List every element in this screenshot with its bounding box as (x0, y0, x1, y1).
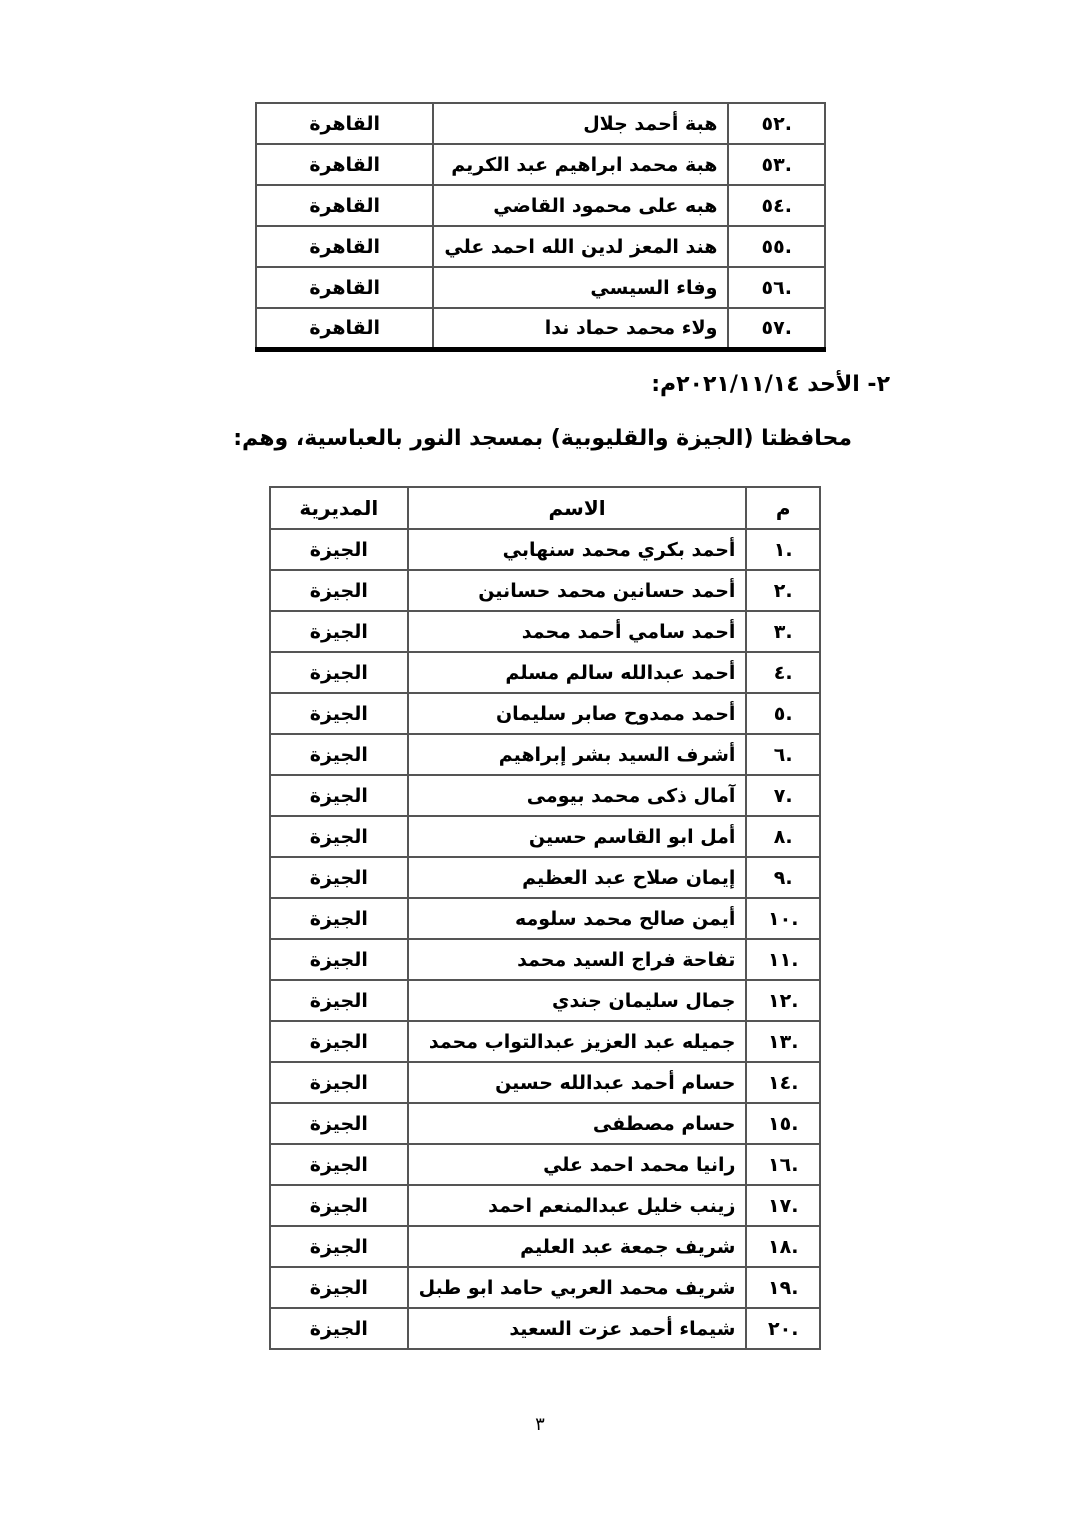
row-number: .٥٢ (728, 103, 825, 144)
table-row (270, 1308, 820, 1349)
table-row (270, 1062, 820, 1103)
table-row (256, 308, 825, 349)
table-row (270, 1144, 820, 1185)
row-directorate: الجيزة (270, 1185, 408, 1226)
row-name: هبة أحمد جلال (433, 103, 728, 144)
row-directorate: القاهرة (256, 226, 433, 267)
row-directorate: الجيزة (270, 1021, 408, 1062)
row-directorate: الجيزة (270, 980, 408, 1021)
row-number: .٥٦ (728, 267, 825, 308)
header-name: الاسم (408, 487, 747, 529)
row-directorate: الجيزة (270, 570, 408, 611)
row-name: رانيا محمد احمد علي (408, 1144, 747, 1185)
row-directorate: الجيزة (270, 1267, 408, 1308)
table-header-row (270, 487, 820, 529)
row-name: جمال سليمان جندي (408, 980, 747, 1021)
table-row (270, 816, 820, 857)
row-number: .٢٠ (746, 1308, 820, 1349)
row-number: .٨ (746, 816, 820, 857)
section-subheading: محافظتا (الجيزة والقليوبية) بمسجد النور بالعباسية، وهم: (233, 426, 852, 451)
table-row (270, 1021, 820, 1062)
table-row (270, 1185, 820, 1226)
row-directorate: الجيزة (270, 652, 408, 693)
table-row (270, 857, 820, 898)
row-directorate: الجيزة (270, 857, 408, 898)
row-number: .١١ (746, 939, 820, 980)
table-row (270, 775, 820, 816)
table-row (270, 529, 820, 570)
row-name: أحمد عبدالله سالم مسلم (408, 652, 747, 693)
table-row (270, 980, 820, 1021)
row-name: شريف محمد العربي حامد ابو طبل (408, 1267, 747, 1308)
row-number: .١٥ (746, 1103, 820, 1144)
row-directorate: الجيزة (270, 898, 408, 939)
row-name: حسام أحمد عبدالله حسين (408, 1062, 747, 1103)
table-row (270, 1267, 820, 1308)
row-directorate: القاهرة (256, 103, 433, 144)
table-giza (269, 486, 821, 1350)
row-name: شيماء أحمد عزت السعيد (408, 1308, 747, 1349)
row-number: .١٠ (746, 898, 820, 939)
row-number: .٧ (746, 775, 820, 816)
row-number: .٩ (746, 857, 820, 898)
row-number: .١٤ (746, 1062, 820, 1103)
row-name: آمال ذكى محمد بيومى (408, 775, 747, 816)
row-number: .٤ (746, 652, 820, 693)
row-directorate: الجيزة (270, 1103, 408, 1144)
table-cairo-continued (255, 102, 826, 352)
row-name: هبه على محمود القاضي (433, 185, 728, 226)
row-name: زينب خليل عبدالمنعم احمد (408, 1185, 747, 1226)
section-heading: ٢- الأحد ٢٠٢١/١١/١٤م: (651, 372, 890, 397)
row-name: أمل ابو القاسم حسين (408, 816, 747, 857)
row-number: .١٢ (746, 980, 820, 1021)
row-number: .١٩ (746, 1267, 820, 1308)
row-number: .٥٤ (728, 185, 825, 226)
row-name: هند المعز لدين الله احمد علي (433, 226, 728, 267)
table-row (256, 185, 825, 226)
table-row (270, 611, 820, 652)
row-directorate: القاهرة (256, 308, 433, 349)
row-number: .١٣ (746, 1021, 820, 1062)
row-name: أشرف السيد بشر إبراهيم (408, 734, 747, 775)
row-name: أيمن صالح محمد سلومه (408, 898, 747, 939)
row-name: أحمد سامي أحمد محمد (408, 611, 747, 652)
row-name: وفاء السيسي (433, 267, 728, 308)
row-directorate: الجيزة (270, 775, 408, 816)
table-row (270, 734, 820, 775)
row-number: .١ (746, 529, 820, 570)
row-name: إيمان صلاح عبد العظيم (408, 857, 747, 898)
row-directorate: القاهرة (256, 185, 433, 226)
row-name: أحمد ممدوح صابر سليمان (408, 693, 747, 734)
row-number: .٥٣ (728, 144, 825, 185)
row-name: أحمد حسانين محمد حسانين (408, 570, 747, 611)
table-row (270, 939, 820, 980)
row-name: هبة محمد ابراهيم عبد الكريم (433, 144, 728, 185)
header-directorate: المديرية (270, 487, 408, 529)
table-row (270, 1103, 820, 1144)
table-row (256, 144, 825, 185)
row-directorate: الجيزة (270, 939, 408, 980)
row-name: أحمد بكري محمد سنهابي (408, 529, 747, 570)
table-row (270, 652, 820, 693)
row-directorate: الجيزة (270, 816, 408, 857)
row-number: .٥ (746, 693, 820, 734)
row-number: .٣ (746, 611, 820, 652)
row-name: حسام مصطفى (408, 1103, 747, 1144)
table-row (270, 898, 820, 939)
row-number: .٦ (746, 734, 820, 775)
table-row (256, 103, 825, 144)
row-directorate: الجيزة (270, 1144, 408, 1185)
row-number: .١٧ (746, 1185, 820, 1226)
row-directorate: الجيزة (270, 611, 408, 652)
row-number: .٥٥ (728, 226, 825, 267)
row-name: شريف جمعة عبد العليم (408, 1226, 747, 1267)
row-name: تفاحة فراج السيد محمد (408, 939, 747, 980)
row-directorate: الجيزة (270, 1062, 408, 1103)
row-number: .١٨ (746, 1226, 820, 1267)
row-name: ولاء محمد حماد ندا (433, 308, 728, 349)
row-name: جميله عبد العزيز عبدالتواب محمد (408, 1021, 747, 1062)
row-directorate: الجيزة (270, 693, 408, 734)
row-directorate: الجيزة (270, 529, 408, 570)
table-row (256, 267, 825, 308)
header-num: م (746, 487, 820, 529)
row-number: .٥٧ (728, 308, 825, 349)
table-row (270, 693, 820, 734)
page-number: ٣ (535, 1414, 545, 1435)
table-row (256, 226, 825, 267)
row-directorate: الجيزة (270, 1308, 408, 1349)
row-directorate: الجيزة (270, 734, 408, 775)
row-directorate: الجيزة (270, 1226, 408, 1267)
row-number: .٢ (746, 570, 820, 611)
table-row (270, 570, 820, 611)
row-directorate: القاهرة (256, 267, 433, 308)
row-directorate: القاهرة (256, 144, 433, 185)
table-row (270, 1226, 820, 1267)
row-number: .١٦ (746, 1144, 820, 1185)
